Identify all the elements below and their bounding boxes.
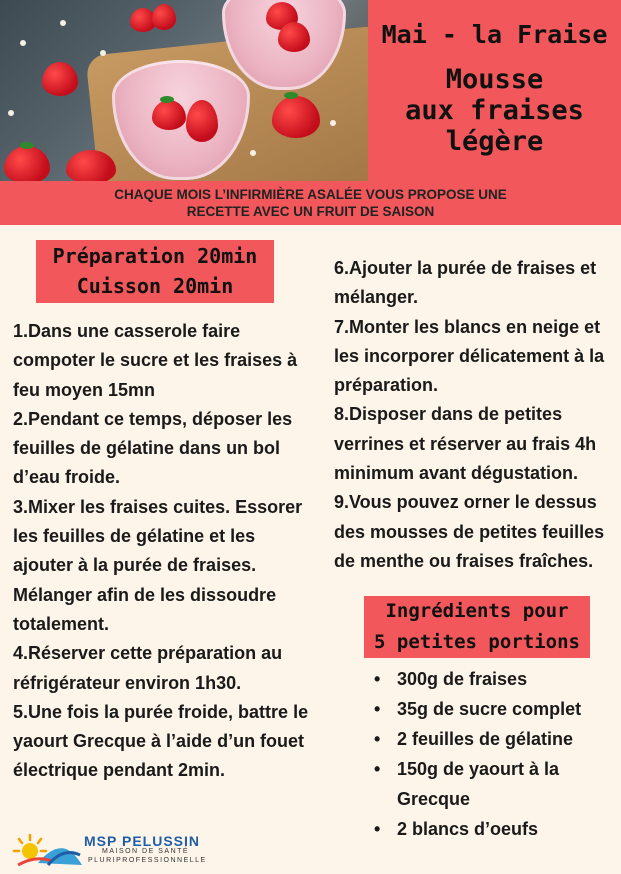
flower-icon xyxy=(60,20,66,26)
recipe-title-line: aux fraises xyxy=(405,95,584,126)
leaf-icon xyxy=(20,142,34,149)
ingredients-heading: Ingrédients pour xyxy=(385,600,569,622)
ingredient-text: 150g de yaourt à la Grecque xyxy=(397,759,560,809)
bullet-icon: • xyxy=(374,669,381,689)
ingredient-text: 300g de fraises xyxy=(397,669,528,689)
bullet-icon: • xyxy=(374,699,381,719)
strawberry-icon xyxy=(152,100,186,130)
strawberry-icon xyxy=(152,4,176,30)
strawberry-icon xyxy=(4,146,50,181)
flower-icon xyxy=(330,120,336,126)
ingredients-list xyxy=(372,664,602,844)
ingredient-text: 35g de sucre complet xyxy=(397,699,582,719)
recipe-step: 9.Vous pouvez orner le dessus des mousses de petites feuilles de menthe ou fraises fraîches. xyxy=(334,492,605,571)
ingredient-item xyxy=(372,694,602,724)
recipe-step: 5.Une fois la purée froide, battre le yaourt Grecque à l’aide d’un fouet électrique pendant 2min. xyxy=(13,701,309,781)
recipe-step: 3.Mixer les fraises cuites. Essorer les feuilles de gélatine et les ajouter à la purée de fraises. Mélanger afin de les dissoudre totalement. xyxy=(13,496,303,634)
recipe-title-line: légère xyxy=(445,126,544,157)
bullet-icon: • xyxy=(374,819,381,839)
strawberry-icon xyxy=(278,22,310,52)
ingredient-text: 2 feuilles de gélatine xyxy=(397,729,574,749)
portions-heading: 5 petites portions xyxy=(374,631,580,653)
leaf-icon xyxy=(160,96,174,103)
logo-subtitle: MAISON DE SANTÉ xyxy=(102,848,190,855)
ingredient-item xyxy=(372,814,602,844)
ingredients-tag xyxy=(364,596,590,658)
banner-line: CHAQUE MOIS L’INFIRMIÈRE ASALÉE VOUS PROPOSE UNE xyxy=(114,187,507,202)
header-box xyxy=(368,0,621,181)
recipe-step: 7.Monter les blancs en neige et les incorporer délicatement à la préparation. xyxy=(334,316,605,396)
flower-icon xyxy=(250,150,256,156)
recipe-step: 8.Disposer dans de petites verrines et réserver au frais 4h minimum avant dégustation. xyxy=(334,404,597,484)
info-banner xyxy=(0,181,621,225)
flower-icon xyxy=(20,40,26,46)
banner-line: RECETTE AVEC UN FRUIT DE SAISON xyxy=(186,204,435,219)
strawberry-mousse-photo xyxy=(0,0,368,181)
month-title: Mai - la Fraise xyxy=(381,20,608,49)
flower-icon xyxy=(100,50,106,56)
steps-column-right xyxy=(334,254,614,576)
preparation-time: Préparation 20min xyxy=(52,244,258,268)
flower-icon xyxy=(8,110,14,116)
strawberry-icon xyxy=(42,62,78,96)
bullet-icon: • xyxy=(374,759,381,779)
logo-subtitle: PLURIPROFESSIONNELLE xyxy=(88,857,207,864)
bullet-icon: • xyxy=(374,729,381,749)
recipe-step: 4.Réserver cette préparation au réfrigérateur environ 1h30. xyxy=(13,643,283,693)
ingredient-item xyxy=(372,754,602,814)
recipe-step: 2.Pendant ce temps, déposer les feuilles de gélatine dans un bol d’eau froide. xyxy=(13,408,293,488)
logo-name: MSP PELUSSIN xyxy=(84,833,200,849)
strawberry-icon xyxy=(186,100,218,142)
ingredient-item xyxy=(372,724,602,754)
steps-column-left xyxy=(13,317,318,786)
leaf-icon xyxy=(284,92,298,99)
recipe-step: 1.Dans une casserole faire compoter le sucre et les fraises à feu moyen 15mn xyxy=(13,321,298,400)
recipe-title xyxy=(368,64,621,157)
recipe-step: 6.Ajouter la purée de fraises et mélanger. xyxy=(334,258,597,308)
cooking-time: Cuisson 20min xyxy=(76,274,234,298)
ingredient-item xyxy=(372,664,602,694)
ingredient-text: 2 blancs d’oeufs xyxy=(397,819,539,839)
strawberry-icon xyxy=(272,96,320,138)
recipe-title-line: Mousse xyxy=(445,64,544,95)
preparation-tag xyxy=(36,240,274,303)
